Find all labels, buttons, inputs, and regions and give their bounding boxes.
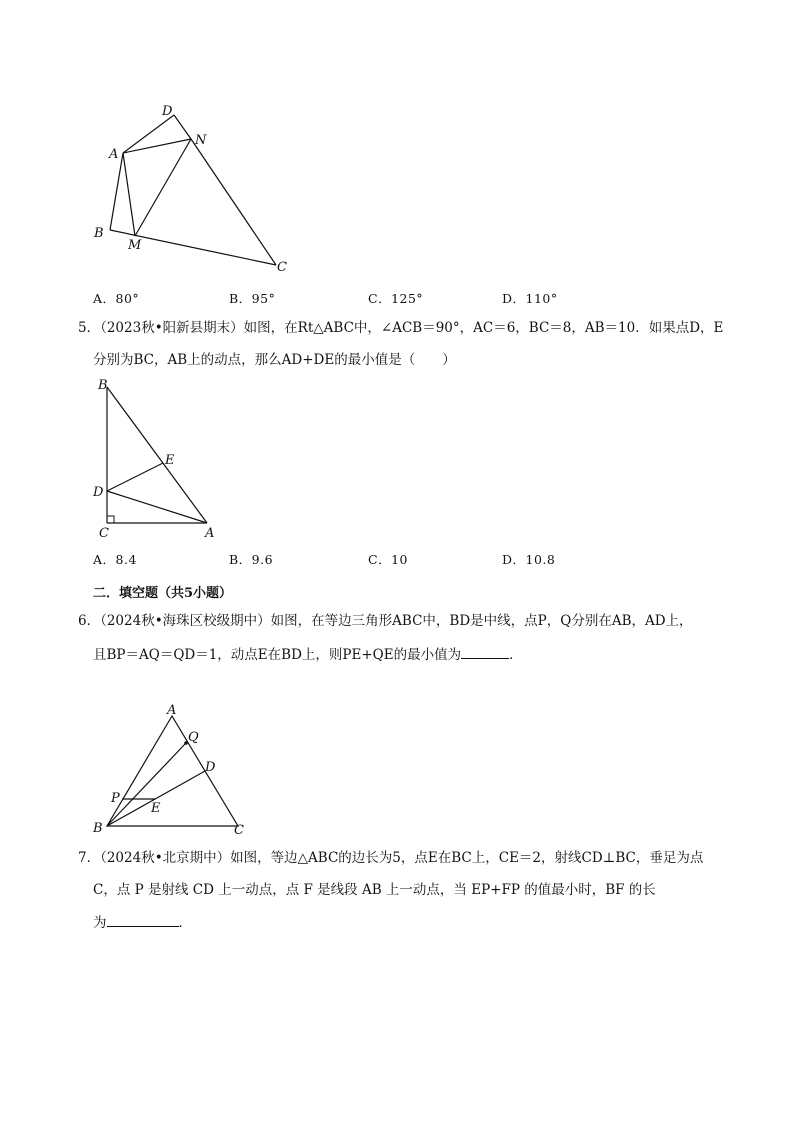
q6-stem-line2 bbox=[93, 644, 523, 665]
q4-option-a: A．80° bbox=[93, 291, 140, 306]
q5-text-2: 分别为BC，AB上的动点，那么AD+DE的最小值是（ ） bbox=[93, 352, 456, 368]
q6-source: （2024秋•海珠区校级期中） bbox=[100, 613, 271, 629]
q5-label-A: A bbox=[205, 526, 215, 541]
q4-figure bbox=[85, 95, 305, 280]
q7-text-1: 如图，等边△ABC的边长为5，点E在BC上，CE＝2，射线CD⊥BC，垂足为点 bbox=[230, 850, 704, 866]
q4-label-A: A bbox=[109, 147, 119, 162]
q4-option-b: B．95° bbox=[229, 291, 276, 306]
q4-label-B: B bbox=[94, 226, 104, 241]
q6-number: 6． bbox=[78, 613, 101, 629]
q6-label-C: C bbox=[234, 823, 244, 838]
q7-source: （2024秋•北京期中） bbox=[100, 850, 231, 866]
q5-stem-line2 bbox=[93, 350, 456, 370]
q6-figure bbox=[88, 698, 258, 843]
q6-label-A: A bbox=[167, 703, 177, 718]
q5-option-b: B．9.6 bbox=[229, 552, 274, 567]
q7-text-2: C，点 P 是射线 CD 上一动点，点 F 是线段 AB 上一动点，当 EP+FP 的值最小时，BF 的长 bbox=[93, 882, 656, 898]
q5-option-c: C．10 bbox=[368, 552, 408, 567]
q5-stem-line1 bbox=[78, 318, 723, 338]
q5-text-1: 如图，在Rt△ABC中，∠ACB＝90°，AC＝6，BC＝8，AB＝10．如果点D，E bbox=[243, 320, 724, 336]
q6-label-D: D bbox=[205, 760, 216, 775]
q4-label-D: D bbox=[162, 104, 173, 119]
q5-option-d: D．10.8 bbox=[502, 552, 556, 567]
q6-text-1: 如图，在等边三角形ABC中，BD是中线，点P，Q分别在AB，AD上， bbox=[270, 613, 693, 629]
q6-stem-line1 bbox=[78, 611, 693, 631]
q4-label-N: N bbox=[195, 133, 207, 148]
q5-label-C: C bbox=[99, 526, 109, 541]
q7-number: 7． bbox=[78, 850, 101, 866]
q4-option-c: C．125° bbox=[368, 291, 424, 306]
q7-stem-line3 bbox=[93, 912, 192, 933]
section-fill-in-blank-title: 二．填空题（共5小题） bbox=[93, 586, 233, 601]
q6-answer-blank[interactable] bbox=[461, 644, 509, 659]
q6-label-E: E bbox=[151, 801, 161, 816]
q5-option-a: A．8.4 bbox=[93, 552, 137, 567]
q5-label-D: D bbox=[93, 485, 104, 500]
q7-stem-line1 bbox=[78, 848, 703, 868]
q7-text-end: ． bbox=[178, 915, 192, 931]
q6-text-2: 且BP＝AQ＝QD＝1，动点E在BD上，则PE+QE的最小值为 bbox=[93, 647, 462, 663]
q6-label-B: B bbox=[93, 821, 103, 836]
q5-number: 5． bbox=[78, 320, 101, 336]
q4-option-d: D．110° bbox=[502, 291, 558, 306]
q5-figure bbox=[88, 375, 238, 545]
q6-text-end: ． bbox=[509, 647, 523, 663]
q5-source: （2023秋•阳新县期末） bbox=[100, 320, 244, 336]
q4-label-M: M bbox=[128, 238, 142, 253]
q6-label-Q: Q bbox=[188, 730, 199, 745]
q4-label-C: C bbox=[277, 260, 287, 275]
q5-label-B: B bbox=[98, 378, 108, 393]
q6-label-P: P bbox=[111, 791, 120, 806]
q5-label-E: E bbox=[165, 453, 175, 468]
q7-stem-line2 bbox=[93, 880, 656, 900]
q7-answer-blank[interactable] bbox=[107, 912, 179, 927]
q7-text-3: 为 bbox=[93, 915, 107, 931]
